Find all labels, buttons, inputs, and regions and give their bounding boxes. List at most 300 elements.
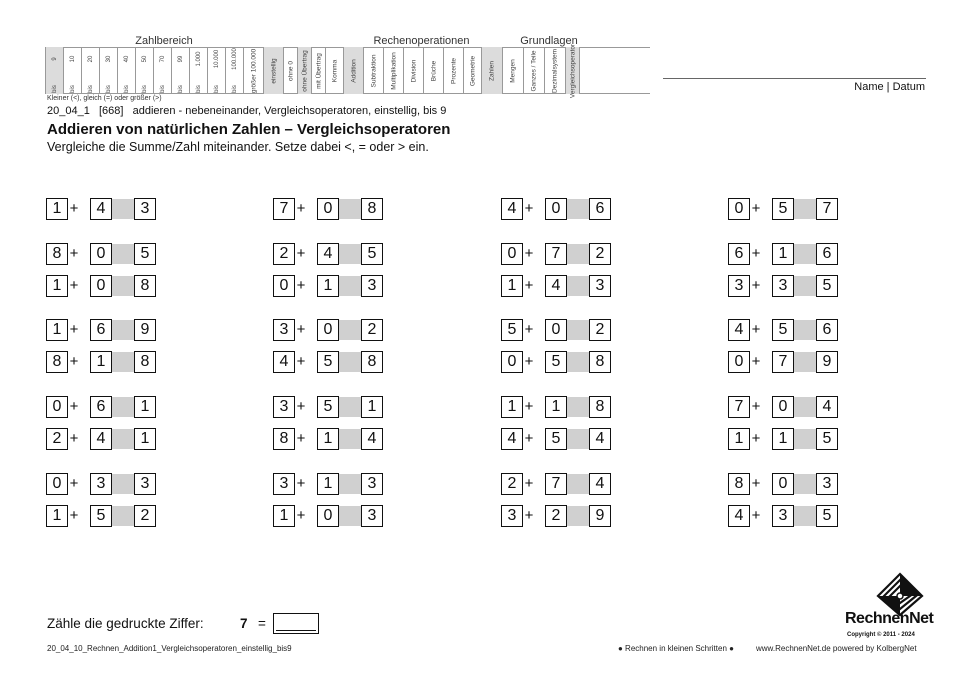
operator-answer-slot[interactable] bbox=[567, 429, 589, 449]
range-col-40 bbox=[117, 47, 135, 94]
task-item bbox=[728, 428, 841, 450]
operator-answer-slot[interactable] bbox=[339, 429, 361, 449]
task-item bbox=[273, 473, 386, 495]
range-col-9 bbox=[45, 47, 63, 94]
addend-a: 0 bbox=[728, 351, 750, 373]
operator-answer-slot[interactable] bbox=[112, 352, 134, 372]
task-item bbox=[501, 275, 614, 297]
range-value: 10.000 bbox=[213, 49, 220, 69]
col-grund-2 bbox=[523, 47, 544, 94]
count-equals: = bbox=[258, 616, 266, 631]
task-item bbox=[501, 243, 614, 265]
col-komma bbox=[325, 47, 343, 94]
range-col-10.000 bbox=[207, 47, 225, 94]
range-value: 70 bbox=[159, 55, 166, 63]
operator-answer-slot[interactable] bbox=[567, 506, 589, 526]
range-value: 10 bbox=[69, 55, 76, 63]
compare-value: 5 bbox=[816, 428, 838, 450]
addend-a: 0 bbox=[273, 275, 295, 297]
compare-value: 2 bbox=[361, 319, 383, 341]
operator-answer-slot[interactable] bbox=[794, 244, 816, 264]
operator-answer-slot[interactable] bbox=[112, 199, 134, 219]
col-op-3 bbox=[403, 47, 423, 94]
column-label: Addition bbox=[350, 58, 357, 83]
col-geometrie bbox=[463, 47, 481, 94]
task-item bbox=[46, 351, 159, 373]
addend-a: 4 bbox=[501, 198, 523, 220]
addend-a: 2 bbox=[273, 243, 295, 265]
task-item bbox=[728, 319, 841, 341]
addend-b: 5 bbox=[90, 505, 112, 527]
plus-sign: + bbox=[69, 277, 79, 294]
addend-b: 0 bbox=[545, 198, 567, 220]
plus-sign: + bbox=[69, 353, 79, 370]
operator-answer-slot[interactable] bbox=[112, 320, 134, 340]
range-bis: bis bbox=[87, 85, 94, 93]
operator-answer-slot[interactable] bbox=[112, 474, 134, 494]
addend-a: 7 bbox=[728, 396, 750, 418]
task-item bbox=[46, 428, 159, 450]
operator-answer-slot[interactable] bbox=[794, 474, 816, 494]
range-bis: bis bbox=[159, 85, 166, 93]
addend-b: 6 bbox=[90, 319, 112, 341]
col-op-4 bbox=[423, 47, 443, 94]
column-label: Geometrie bbox=[469, 55, 476, 86]
task-item bbox=[501, 351, 614, 373]
plus-sign: + bbox=[69, 200, 79, 217]
column-label: Multiplikation bbox=[390, 51, 397, 90]
addend-b: 4 bbox=[90, 428, 112, 450]
compare-value: 3 bbox=[816, 473, 838, 495]
operator-answer-slot[interactable] bbox=[794, 429, 816, 449]
addend-a: 8 bbox=[273, 428, 295, 450]
comparison-hint: Kleiner (<), gleich (=) oder größer (>) bbox=[47, 95, 162, 102]
footer-filename: 20_04_10_Rechnen_Addition1_Vergleichsoperatoren_einstellig_bis9 bbox=[47, 644, 292, 653]
task-item bbox=[273, 243, 386, 265]
plus-sign: + bbox=[524, 321, 534, 338]
plus-sign: + bbox=[751, 277, 761, 294]
range-col-groesser bbox=[243, 47, 263, 94]
column-label: ohne 0 bbox=[287, 60, 294, 81]
compare-value: 1 bbox=[134, 396, 156, 418]
task-item bbox=[501, 396, 614, 418]
operator-answer-slot[interactable] bbox=[567, 320, 589, 340]
plus-sign: + bbox=[524, 200, 534, 217]
addend-a: 1 bbox=[46, 275, 68, 297]
plus-sign: + bbox=[69, 430, 79, 447]
addend-a: 3 bbox=[501, 505, 523, 527]
addend-a: 1 bbox=[501, 396, 523, 418]
range-col-99 bbox=[171, 47, 189, 94]
col-einstellig bbox=[263, 47, 283, 94]
range-col-20 bbox=[81, 47, 99, 94]
column-label: Ganzes / Teile bbox=[530, 49, 538, 92]
addend-a: 3 bbox=[728, 275, 750, 297]
addend-b: 1 bbox=[317, 275, 339, 297]
plus-sign: + bbox=[296, 430, 306, 447]
column-label: mit Übertrag bbox=[315, 52, 322, 89]
plus-sign: + bbox=[751, 475, 761, 492]
addend-b: 1 bbox=[772, 428, 794, 450]
range-value: 1.000 bbox=[195, 51, 202, 67]
compare-value: 4 bbox=[589, 473, 611, 495]
addend-a: 7 bbox=[273, 198, 295, 220]
addend-a: 6 bbox=[728, 243, 750, 265]
plus-sign: + bbox=[751, 430, 761, 447]
brand-name: RechnenNet bbox=[845, 610, 934, 627]
range-value: 40 bbox=[123, 55, 130, 63]
addend-b: 5 bbox=[317, 396, 339, 418]
compare-value: 1 bbox=[361, 396, 383, 418]
column-label: Dezimalsystem bbox=[551, 48, 559, 93]
addend-a: 3 bbox=[273, 473, 295, 495]
range-col-70 bbox=[153, 47, 171, 94]
addend-a: 4 bbox=[273, 351, 295, 373]
addend-a: 8 bbox=[728, 473, 750, 495]
range-bis: bis bbox=[51, 85, 58, 93]
column-label: Komma bbox=[331, 59, 338, 82]
operator-answer-slot[interactable] bbox=[339, 276, 361, 296]
addend-b: 3 bbox=[772, 505, 794, 527]
operator-answer-slot[interactable] bbox=[794, 352, 816, 372]
task-item bbox=[46, 505, 159, 527]
plus-sign: + bbox=[751, 507, 761, 524]
compare-value: 6 bbox=[589, 198, 611, 220]
addend-b: 0 bbox=[90, 243, 112, 265]
operator-answer-slot[interactable] bbox=[339, 244, 361, 264]
compare-value: 8 bbox=[589, 396, 611, 418]
count-digit: 7 bbox=[240, 616, 248, 631]
addend-b: 0 bbox=[317, 198, 339, 220]
addend-a: 0 bbox=[728, 198, 750, 220]
plus-sign: + bbox=[296, 277, 306, 294]
range-bis: bis bbox=[177, 85, 184, 93]
addend-a: 1 bbox=[273, 505, 295, 527]
addend-a: 1 bbox=[501, 275, 523, 297]
operator-answer-slot[interactable] bbox=[112, 244, 134, 264]
worksheet-code: 20_04_1 [668] addieren - nebeneinander, Vergleichsoperatoren, einstellig, bis 9 bbox=[47, 105, 447, 117]
plus-sign: + bbox=[751, 353, 761, 370]
range-bis: bis bbox=[105, 85, 112, 93]
addend-b: 3 bbox=[772, 275, 794, 297]
plus-sign: + bbox=[751, 321, 761, 338]
range-bis: bis bbox=[69, 85, 76, 93]
range-col-50 bbox=[135, 47, 153, 94]
compare-value: 3 bbox=[361, 473, 383, 495]
task-item bbox=[501, 198, 614, 220]
plus-sign: + bbox=[524, 475, 534, 492]
operator-answer-slot[interactable] bbox=[567, 352, 589, 372]
column-label: Division bbox=[410, 59, 417, 82]
task-item bbox=[501, 319, 614, 341]
column-label: Brüche bbox=[430, 60, 437, 81]
column-label: größer 100.000 bbox=[250, 48, 257, 93]
plus-sign: + bbox=[69, 507, 79, 524]
addend-a: 1 bbox=[46, 505, 68, 527]
plus-sign: + bbox=[524, 353, 534, 370]
plus-sign: + bbox=[296, 398, 306, 415]
footer-slogan: ● Rechnen in kleinen Schritten ● bbox=[618, 644, 734, 653]
plus-sign: + bbox=[751, 398, 761, 415]
compare-value: 6 bbox=[816, 243, 838, 265]
task-item bbox=[728, 243, 841, 265]
range-value: 99 bbox=[177, 55, 184, 63]
addend-a: 0 bbox=[501, 243, 523, 265]
operator-answer-slot[interactable] bbox=[112, 506, 134, 526]
plus-sign: + bbox=[751, 200, 761, 217]
col-vergleich bbox=[565, 43, 579, 98]
operator-answer-slot[interactable] bbox=[339, 352, 361, 372]
plus-sign: + bbox=[524, 430, 534, 447]
compare-value: 9 bbox=[816, 351, 838, 373]
range-bis: bis bbox=[213, 85, 220, 93]
addend-b: 7 bbox=[772, 351, 794, 373]
operator-answer-slot[interactable] bbox=[112, 429, 134, 449]
addend-b: 1 bbox=[545, 396, 567, 418]
operator-answer-slot[interactable] bbox=[112, 397, 134, 417]
range-bis: bis bbox=[141, 85, 148, 93]
task-item bbox=[273, 428, 386, 450]
col-ohne-uebertrag bbox=[297, 47, 311, 94]
compare-value: 6 bbox=[816, 319, 838, 341]
column-label: ohne Übertrag bbox=[301, 49, 308, 92]
plus-sign: + bbox=[296, 507, 306, 524]
range-value: 30 bbox=[105, 55, 112, 63]
plus-sign: + bbox=[69, 398, 79, 415]
operator-answer-slot[interactable] bbox=[567, 276, 589, 296]
range-value: 50 bbox=[141, 55, 148, 63]
addend-a: 8 bbox=[46, 243, 68, 265]
task-item bbox=[273, 319, 386, 341]
range-value: 20 bbox=[87, 55, 94, 63]
col-op-5 bbox=[443, 47, 463, 94]
compare-value: 3 bbox=[361, 505, 383, 527]
group-zahlbereich: Zahlbereich bbox=[135, 35, 193, 47]
count-answer-box[interactable] bbox=[273, 613, 319, 634]
addend-b: 5 bbox=[772, 198, 794, 220]
task-item bbox=[501, 473, 614, 495]
col-ohne0 bbox=[283, 47, 297, 94]
compare-value: 8 bbox=[589, 351, 611, 373]
addend-a: 1 bbox=[46, 319, 68, 341]
operator-answer-slot[interactable] bbox=[567, 244, 589, 264]
group-grundlagen: Grundlagen bbox=[520, 35, 578, 47]
addend-b: 4 bbox=[90, 198, 112, 220]
operator-answer-slot[interactable] bbox=[112, 276, 134, 296]
operator-answer-slot[interactable] bbox=[794, 276, 816, 296]
task-item bbox=[728, 505, 841, 527]
col-grund-1 bbox=[502, 47, 523, 94]
addend-a: 3 bbox=[273, 396, 295, 418]
plus-sign: + bbox=[296, 475, 306, 492]
task-item bbox=[728, 473, 841, 495]
compare-value: 4 bbox=[589, 428, 611, 450]
compare-value: 9 bbox=[134, 319, 156, 341]
plus-sign: + bbox=[296, 321, 306, 338]
col-op-0 bbox=[343, 47, 363, 94]
compare-value: 4 bbox=[361, 428, 383, 450]
plus-sign: + bbox=[524, 398, 534, 415]
addend-b: 0 bbox=[772, 396, 794, 418]
operator-answer-slot[interactable] bbox=[339, 320, 361, 340]
column-label: einstellig bbox=[270, 57, 277, 84]
operator-answer-slot[interactable] bbox=[794, 506, 816, 526]
operator-answer-slot[interactable] bbox=[567, 199, 589, 219]
addend-b: 1 bbox=[90, 351, 112, 373]
addend-b: 7 bbox=[545, 473, 567, 495]
compare-value: 8 bbox=[361, 198, 383, 220]
count-label: Zähle die gedruckte Ziffer: bbox=[47, 616, 204, 631]
range-bis: bis bbox=[195, 85, 202, 93]
addend-b: 5 bbox=[545, 428, 567, 450]
addend-a: 0 bbox=[46, 473, 68, 495]
task-item bbox=[46, 396, 159, 418]
addend-b: 1 bbox=[317, 473, 339, 495]
column-label: Zahlen bbox=[488, 60, 496, 81]
addend-b: 0 bbox=[90, 275, 112, 297]
addend-b: 3 bbox=[90, 473, 112, 495]
plus-sign: + bbox=[69, 321, 79, 338]
addend-a: 2 bbox=[46, 428, 68, 450]
task-item bbox=[273, 275, 386, 297]
addend-b: 5 bbox=[545, 351, 567, 373]
task-item bbox=[501, 505, 614, 527]
compare-value: 2 bbox=[134, 505, 156, 527]
addend-b: 0 bbox=[317, 319, 339, 341]
task-item bbox=[273, 505, 386, 527]
plus-sign: + bbox=[524, 507, 534, 524]
compare-value: 8 bbox=[134, 351, 156, 373]
compare-value: 4 bbox=[816, 396, 838, 418]
addend-b: 6 bbox=[90, 396, 112, 418]
plus-sign: + bbox=[524, 245, 534, 262]
range-value: 100.000 bbox=[231, 48, 238, 70]
range-col-10 bbox=[63, 47, 81, 94]
addend-b: 2 bbox=[545, 505, 567, 527]
operator-answer-slot[interactable] bbox=[339, 474, 361, 494]
group-rechenoperationen: Rechenoperationen bbox=[373, 35, 470, 47]
operator-answer-slot[interactable] bbox=[567, 397, 589, 417]
compare-value: 5 bbox=[816, 505, 838, 527]
compare-value: 3 bbox=[361, 275, 383, 297]
addend-b: 4 bbox=[317, 243, 339, 265]
plus-sign: + bbox=[296, 353, 306, 370]
compare-value: 2 bbox=[589, 319, 611, 341]
compare-value: 1 bbox=[134, 428, 156, 450]
operator-answer-slot[interactable] bbox=[339, 397, 361, 417]
addend-b: 1 bbox=[772, 243, 794, 265]
range-col-1.000 bbox=[189, 47, 207, 94]
task-item bbox=[46, 243, 159, 265]
task-item bbox=[46, 473, 159, 495]
addend-b: 0 bbox=[772, 473, 794, 495]
task-item bbox=[273, 351, 386, 373]
column-label: Subtraktion bbox=[370, 54, 377, 87]
task-item bbox=[273, 396, 386, 418]
addend-a: 0 bbox=[46, 396, 68, 418]
task-item bbox=[501, 428, 614, 450]
col-grund-3 bbox=[544, 47, 565, 94]
col-grund-0 bbox=[481, 47, 502, 94]
addend-a: 4 bbox=[728, 505, 750, 527]
addend-b: 5 bbox=[317, 351, 339, 373]
addend-a: 1 bbox=[728, 428, 750, 450]
plus-sign: + bbox=[69, 245, 79, 262]
copyright: Copyright © 2011 - 2024 bbox=[847, 632, 915, 638]
plus-sign: + bbox=[296, 200, 306, 217]
range-value: 9 bbox=[51, 57, 58, 61]
col-end bbox=[579, 47, 580, 94]
addend-a: 4 bbox=[501, 428, 523, 450]
range-col-30 bbox=[99, 47, 117, 94]
addend-a: 5 bbox=[501, 319, 523, 341]
operator-answer-slot[interactable] bbox=[339, 199, 361, 219]
operator-answer-slot[interactable] bbox=[794, 397, 816, 417]
col-mit-uebertrag bbox=[311, 47, 325, 94]
compare-value: 8 bbox=[361, 351, 383, 373]
task-item bbox=[46, 275, 159, 297]
worksheet-instruction: Vergleiche die Summe/Zahl miteinander. Setze dabei <, = oder > ein. bbox=[47, 140, 429, 154]
compare-value: 5 bbox=[816, 275, 838, 297]
column-label: Prozente bbox=[450, 57, 457, 84]
column-label: Vergleichsoperator bbox=[569, 43, 576, 98]
compare-value: 3 bbox=[589, 275, 611, 297]
range-bis: bis bbox=[231, 85, 238, 93]
compare-value: 8 bbox=[134, 275, 156, 297]
plus-sign: + bbox=[296, 245, 306, 262]
addend-b: 1 bbox=[317, 428, 339, 450]
addend-a: 2 bbox=[501, 473, 523, 495]
task-item bbox=[728, 351, 841, 373]
name-date-label: Name | Datum bbox=[854, 81, 925, 93]
compare-value: 7 bbox=[816, 198, 838, 220]
operator-answer-slot[interactable] bbox=[794, 199, 816, 219]
addend-a: 0 bbox=[501, 351, 523, 373]
col-op-1 bbox=[363, 47, 383, 94]
addend-a: 1 bbox=[46, 198, 68, 220]
task-item bbox=[46, 319, 159, 341]
addend-a: 4 bbox=[728, 319, 750, 341]
task-item bbox=[728, 198, 841, 220]
column-label: Mengen bbox=[509, 58, 517, 83]
plus-sign: + bbox=[751, 245, 761, 262]
compare-value: 3 bbox=[134, 473, 156, 495]
range-col-100.000 bbox=[225, 47, 243, 94]
plus-sign: + bbox=[69, 475, 79, 492]
plus-sign: + bbox=[524, 277, 534, 294]
compare-value: 2 bbox=[589, 243, 611, 265]
task-item bbox=[728, 396, 841, 418]
range-bis: bis bbox=[123, 85, 130, 93]
addend-b: 0 bbox=[545, 319, 567, 341]
task-item bbox=[728, 275, 841, 297]
operator-answer-slot[interactable] bbox=[794, 320, 816, 340]
task-item bbox=[46, 198, 159, 220]
footer-website: www.RechnenNet.de powered by KolbergNet bbox=[756, 644, 917, 653]
name-date-line bbox=[663, 78, 926, 79]
addend-a: 3 bbox=[273, 319, 295, 341]
compare-value: 9 bbox=[589, 505, 611, 527]
task-item bbox=[273, 198, 386, 220]
addend-a: 8 bbox=[46, 351, 68, 373]
addend-b: 4 bbox=[545, 275, 567, 297]
operator-answer-slot[interactable] bbox=[567, 474, 589, 494]
addend-b: 5 bbox=[772, 319, 794, 341]
topic-header-table bbox=[45, 35, 650, 98]
operator-answer-slot[interactable] bbox=[339, 506, 361, 526]
compare-value: 5 bbox=[361, 243, 383, 265]
col-op-2 bbox=[383, 47, 403, 94]
